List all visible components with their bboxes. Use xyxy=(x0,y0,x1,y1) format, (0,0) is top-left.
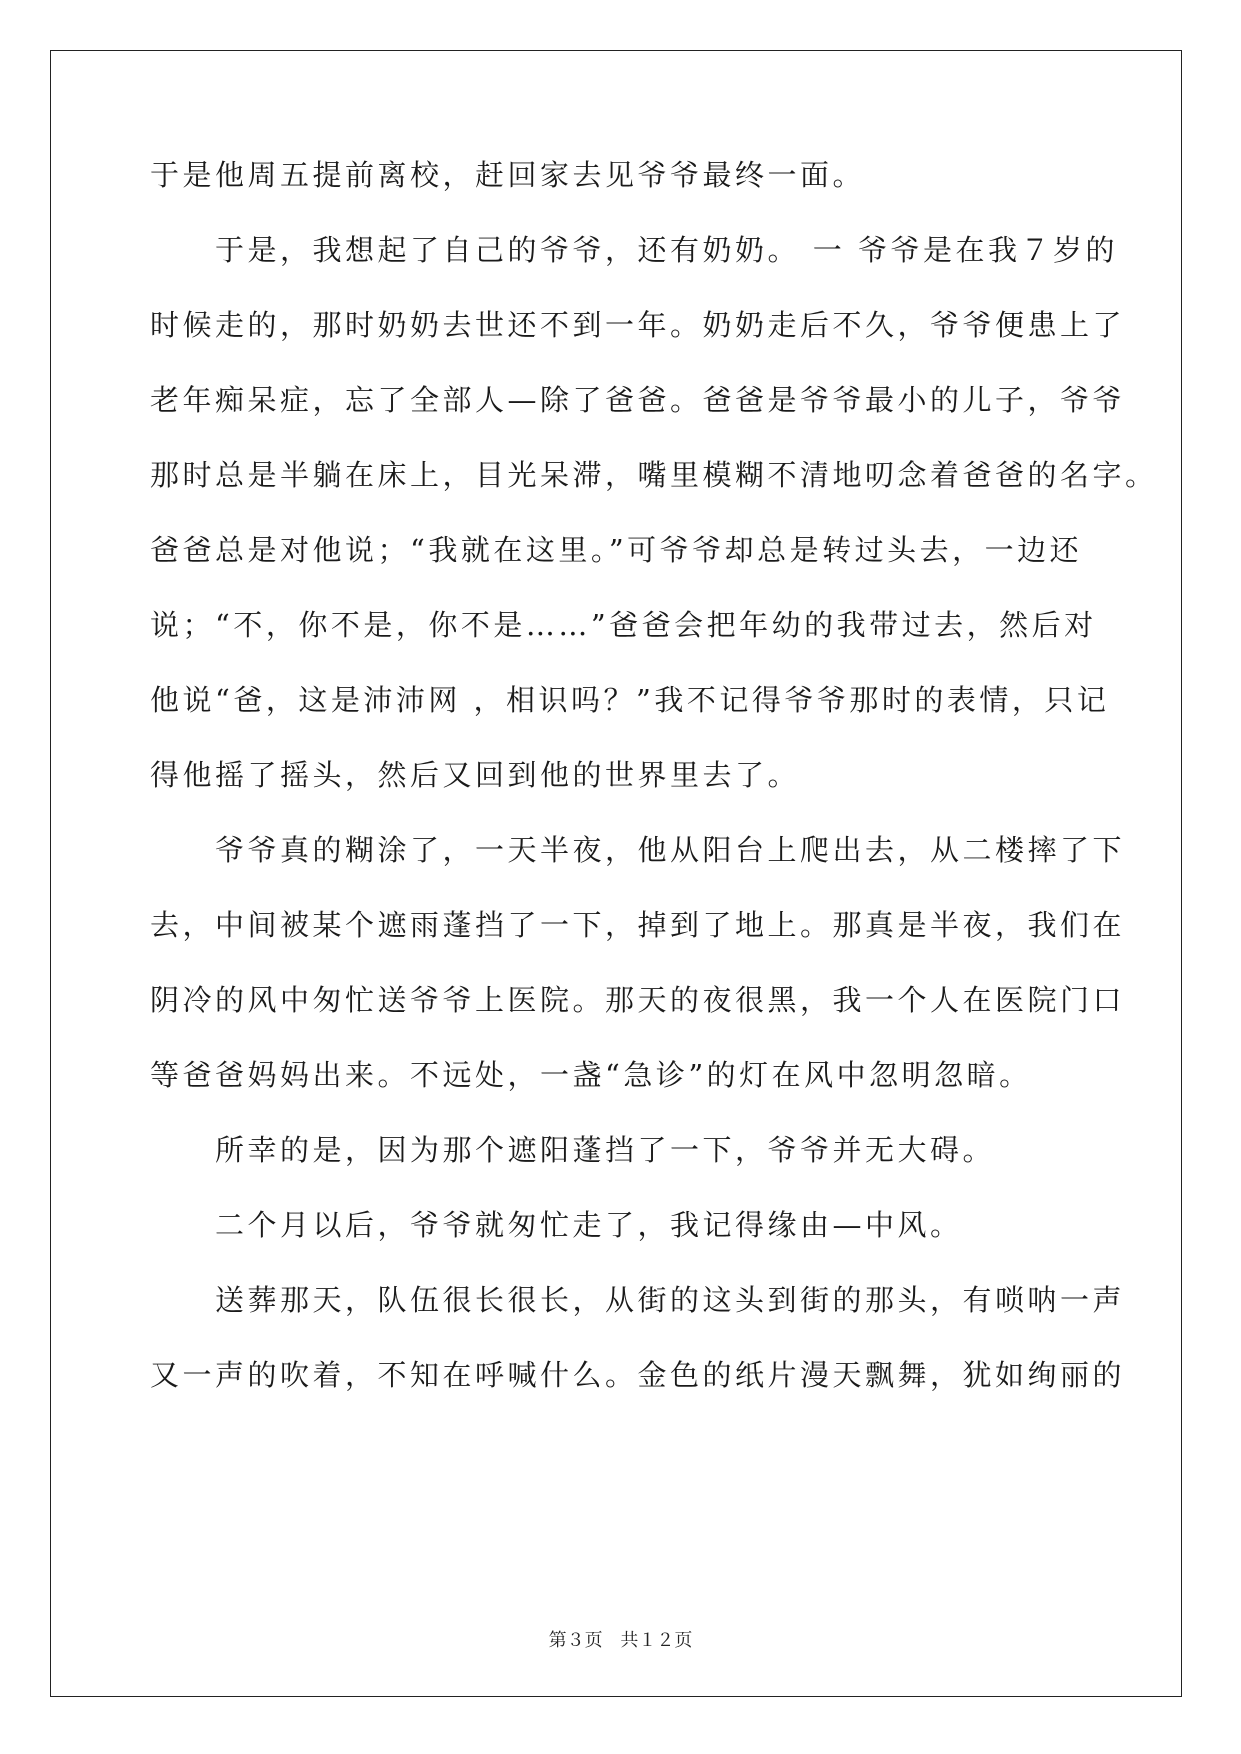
text-line: 阴冷的风中匆忙送爷爷上医院。那天的夜很黑，我一个人在医院门口 xyxy=(150,983,1126,1017)
text-line: 时候走的，那时奶奶去世还不到一年。奶奶走后不久，爷爷便患上了 xyxy=(150,308,1126,342)
text-line: 等爸爸妈妈出来。不远处，一盏“急诊”的灯在风中忽明忽暗。 xyxy=(150,1058,1032,1092)
text-line: 得他摇了摇头，然后又回到他的世界里去了。 xyxy=(150,758,801,792)
text-line: 爸爸总是对他说；“我就在这里。”可爷爷却总是转过头去，一边还 xyxy=(150,533,1083,567)
text-line: 二个月以后，爷爷就匆忙走了，我记得缘由—中风。 xyxy=(150,1208,963,1242)
text-line: 爷爷真的糊涂了，一天半夜，他从阳台上爬出去，从二楼摔了下 xyxy=(150,833,1126,867)
page-footer xyxy=(0,1630,1241,1652)
page-border xyxy=(50,50,1182,1697)
text-line: 于是他周五提前离校，赶回家去见爷爷最终一面。 xyxy=(150,158,866,192)
text-line: 去，中间被某个遮雨蓬挡了一下，掉到了地上。那真是半夜，我们在 xyxy=(150,908,1126,942)
page-number: 第３页 xyxy=(548,1630,603,1651)
text-line: 所幸的是，因为那个遮阳蓬挡了一下，爷爷并无大碍。 xyxy=(150,1133,996,1167)
text-line: 那时总是半躺在床上，目光呆滞，嘴里模糊不清地叨念着爸爸的名字。 xyxy=(150,458,1158,492)
text-line: 说；“不，你不是，你不是……”爸爸会把年幼的我带过去，然后对 xyxy=(150,608,1097,642)
text-line: 老年痴呆症，忘了全部人—除了爸爸。爸爸是爷爷最小的儿子，爷爷 xyxy=(150,383,1126,417)
text-line: 送葬那天，队伍很长很长，从街的这头到街的那头，有唢呐一声 xyxy=(150,1283,1126,1317)
text-line: 又一声的吹着，不知在呼喊什么。金色的纸片漫天飘舞，犹如绚丽的 xyxy=(150,1358,1126,1392)
text-line: 于是，我想起了自己的爷爷，还有奶奶。 一 爷爷是在我７岁的 xyxy=(150,233,1118,267)
text-line: 他说“爸，这是沛沛网 ，相识吗？”我不记得爷爷那时的表情，只记 xyxy=(150,683,1110,717)
page-total: 共１２页 xyxy=(620,1630,693,1651)
